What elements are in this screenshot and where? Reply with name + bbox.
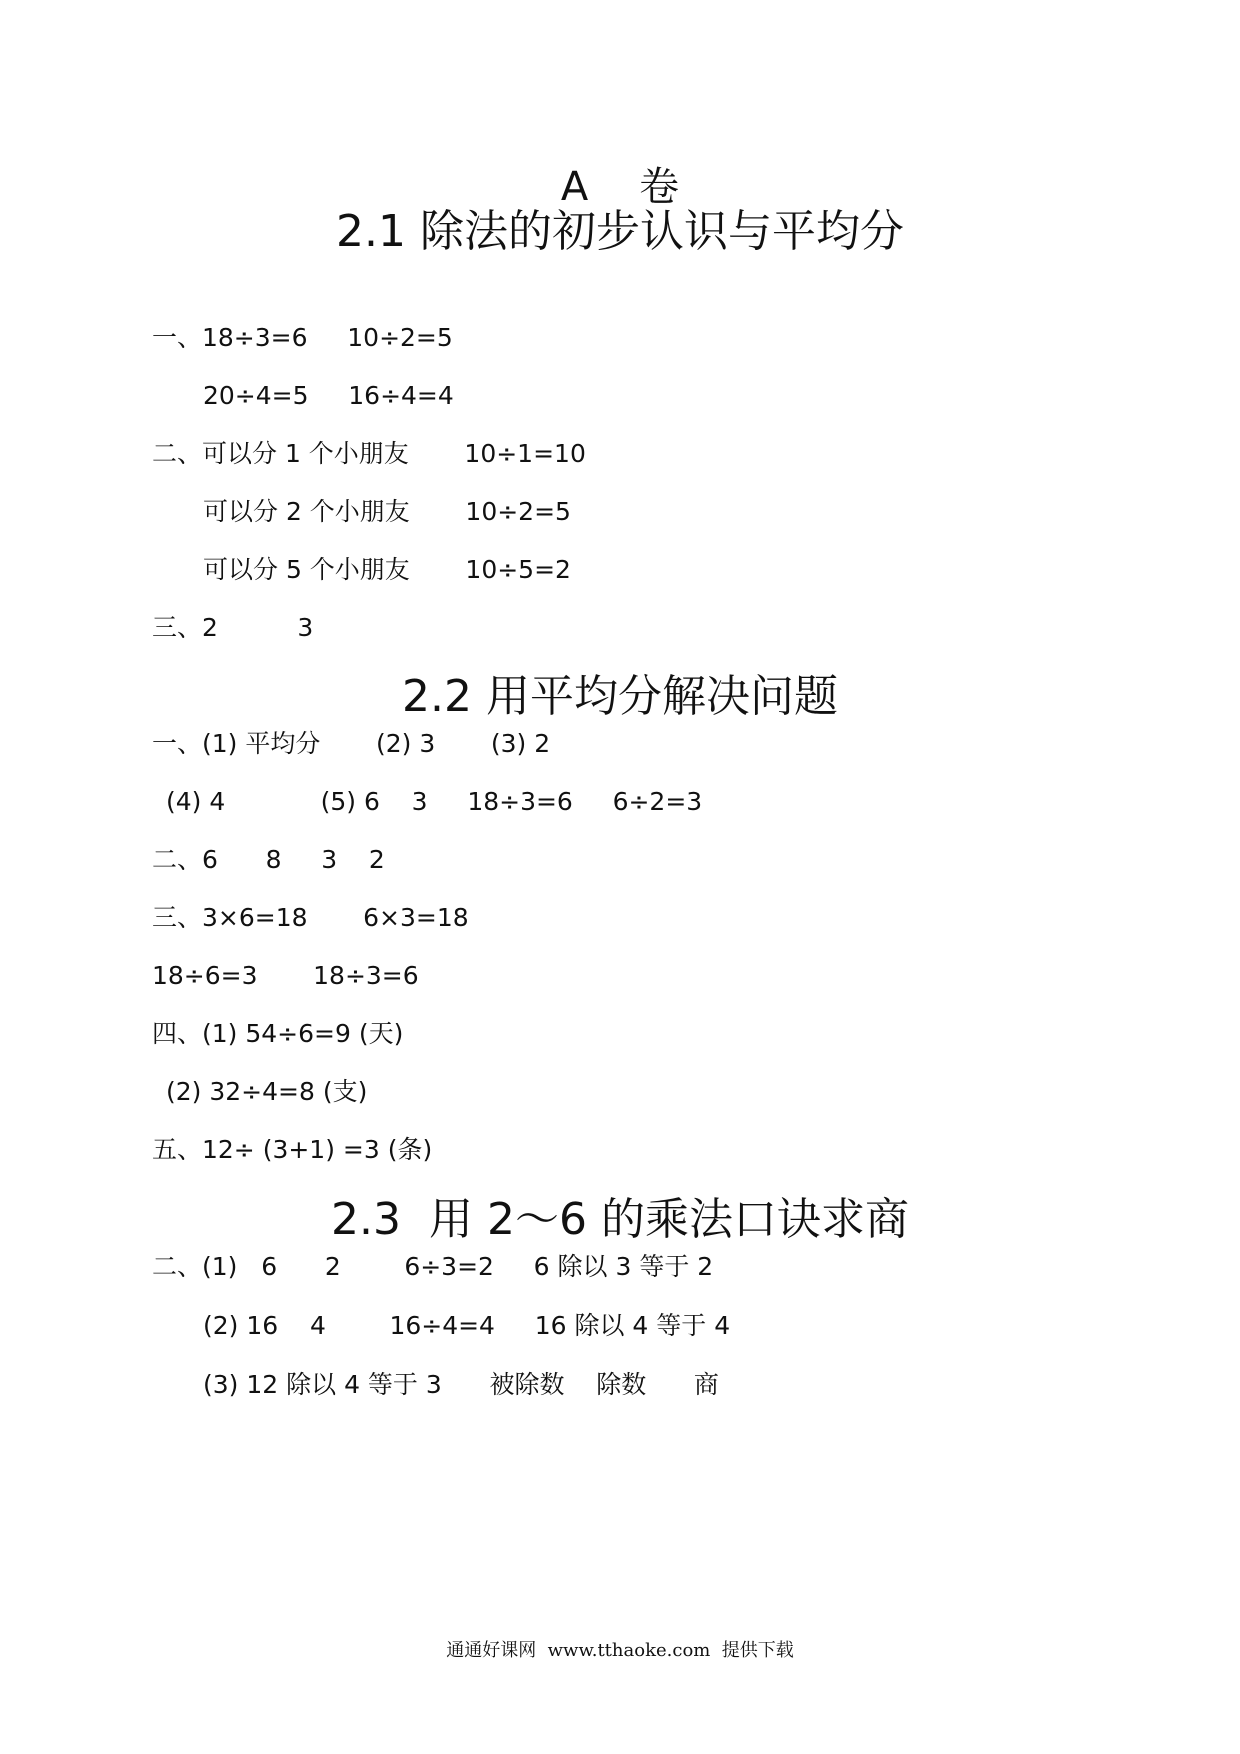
- section-title-2-3: 2.3 用 2～6 的乘法口诀求商: [331, 1194, 909, 1245]
- answer-line: 可以分 2 个小朋友 10÷2=5: [203, 497, 571, 526]
- answer-line: 18÷6=3 18÷3=6: [152, 961, 419, 990]
- answer-line: (4) 4 (5) 6 3 18÷3=6 6÷2=3: [166, 787, 703, 816]
- answer-line: (2) 16 4 16÷4=4 16 除以 4 等于 4: [203, 1311, 731, 1340]
- answer-line: 二、(1) 6 2 6÷3=2 6 除以 3 等于 2: [152, 1252, 714, 1281]
- section-title-2-1: 2.1 除法的初步认识与平均分: [336, 206, 904, 257]
- answer-line: 四、(1) 54÷6=9 (天): [152, 1019, 404, 1048]
- footer-credit: 通通好课网 www.tthaoke.com 提供下载: [446, 1640, 794, 1661]
- answer-line: 三、3×6=18 6×3=18: [152, 903, 469, 932]
- answer-line: 三、2 3: [152, 613, 314, 642]
- answer-line: 20÷4=5 16÷4=4: [203, 381, 454, 410]
- answer-line: 五、12÷ (3+1) =3 (条): [152, 1135, 433, 1164]
- answer-line: 一、(1) 平均分 (2) 3 (3) 2: [152, 729, 551, 758]
- answer-line: 一、18÷3=6 10÷2=5: [152, 323, 453, 352]
- answer-line: (2) 32÷4=8 (支): [166, 1077, 368, 1106]
- answer-line: 二、可以分 1 个小朋友 10÷1=10: [152, 439, 586, 468]
- answer-line: (3) 12 除以 4 等于 3 被除数 除数 商: [203, 1370, 719, 1399]
- answer-line: 可以分 5 个小朋友 10÷5=2: [203, 555, 571, 584]
- section-title-2-2: 2.2 用平均分解决问题: [402, 671, 838, 722]
- answer-line: 二、6 8 3 2: [152, 845, 385, 874]
- paper-title: A 卷: [560, 164, 680, 210]
